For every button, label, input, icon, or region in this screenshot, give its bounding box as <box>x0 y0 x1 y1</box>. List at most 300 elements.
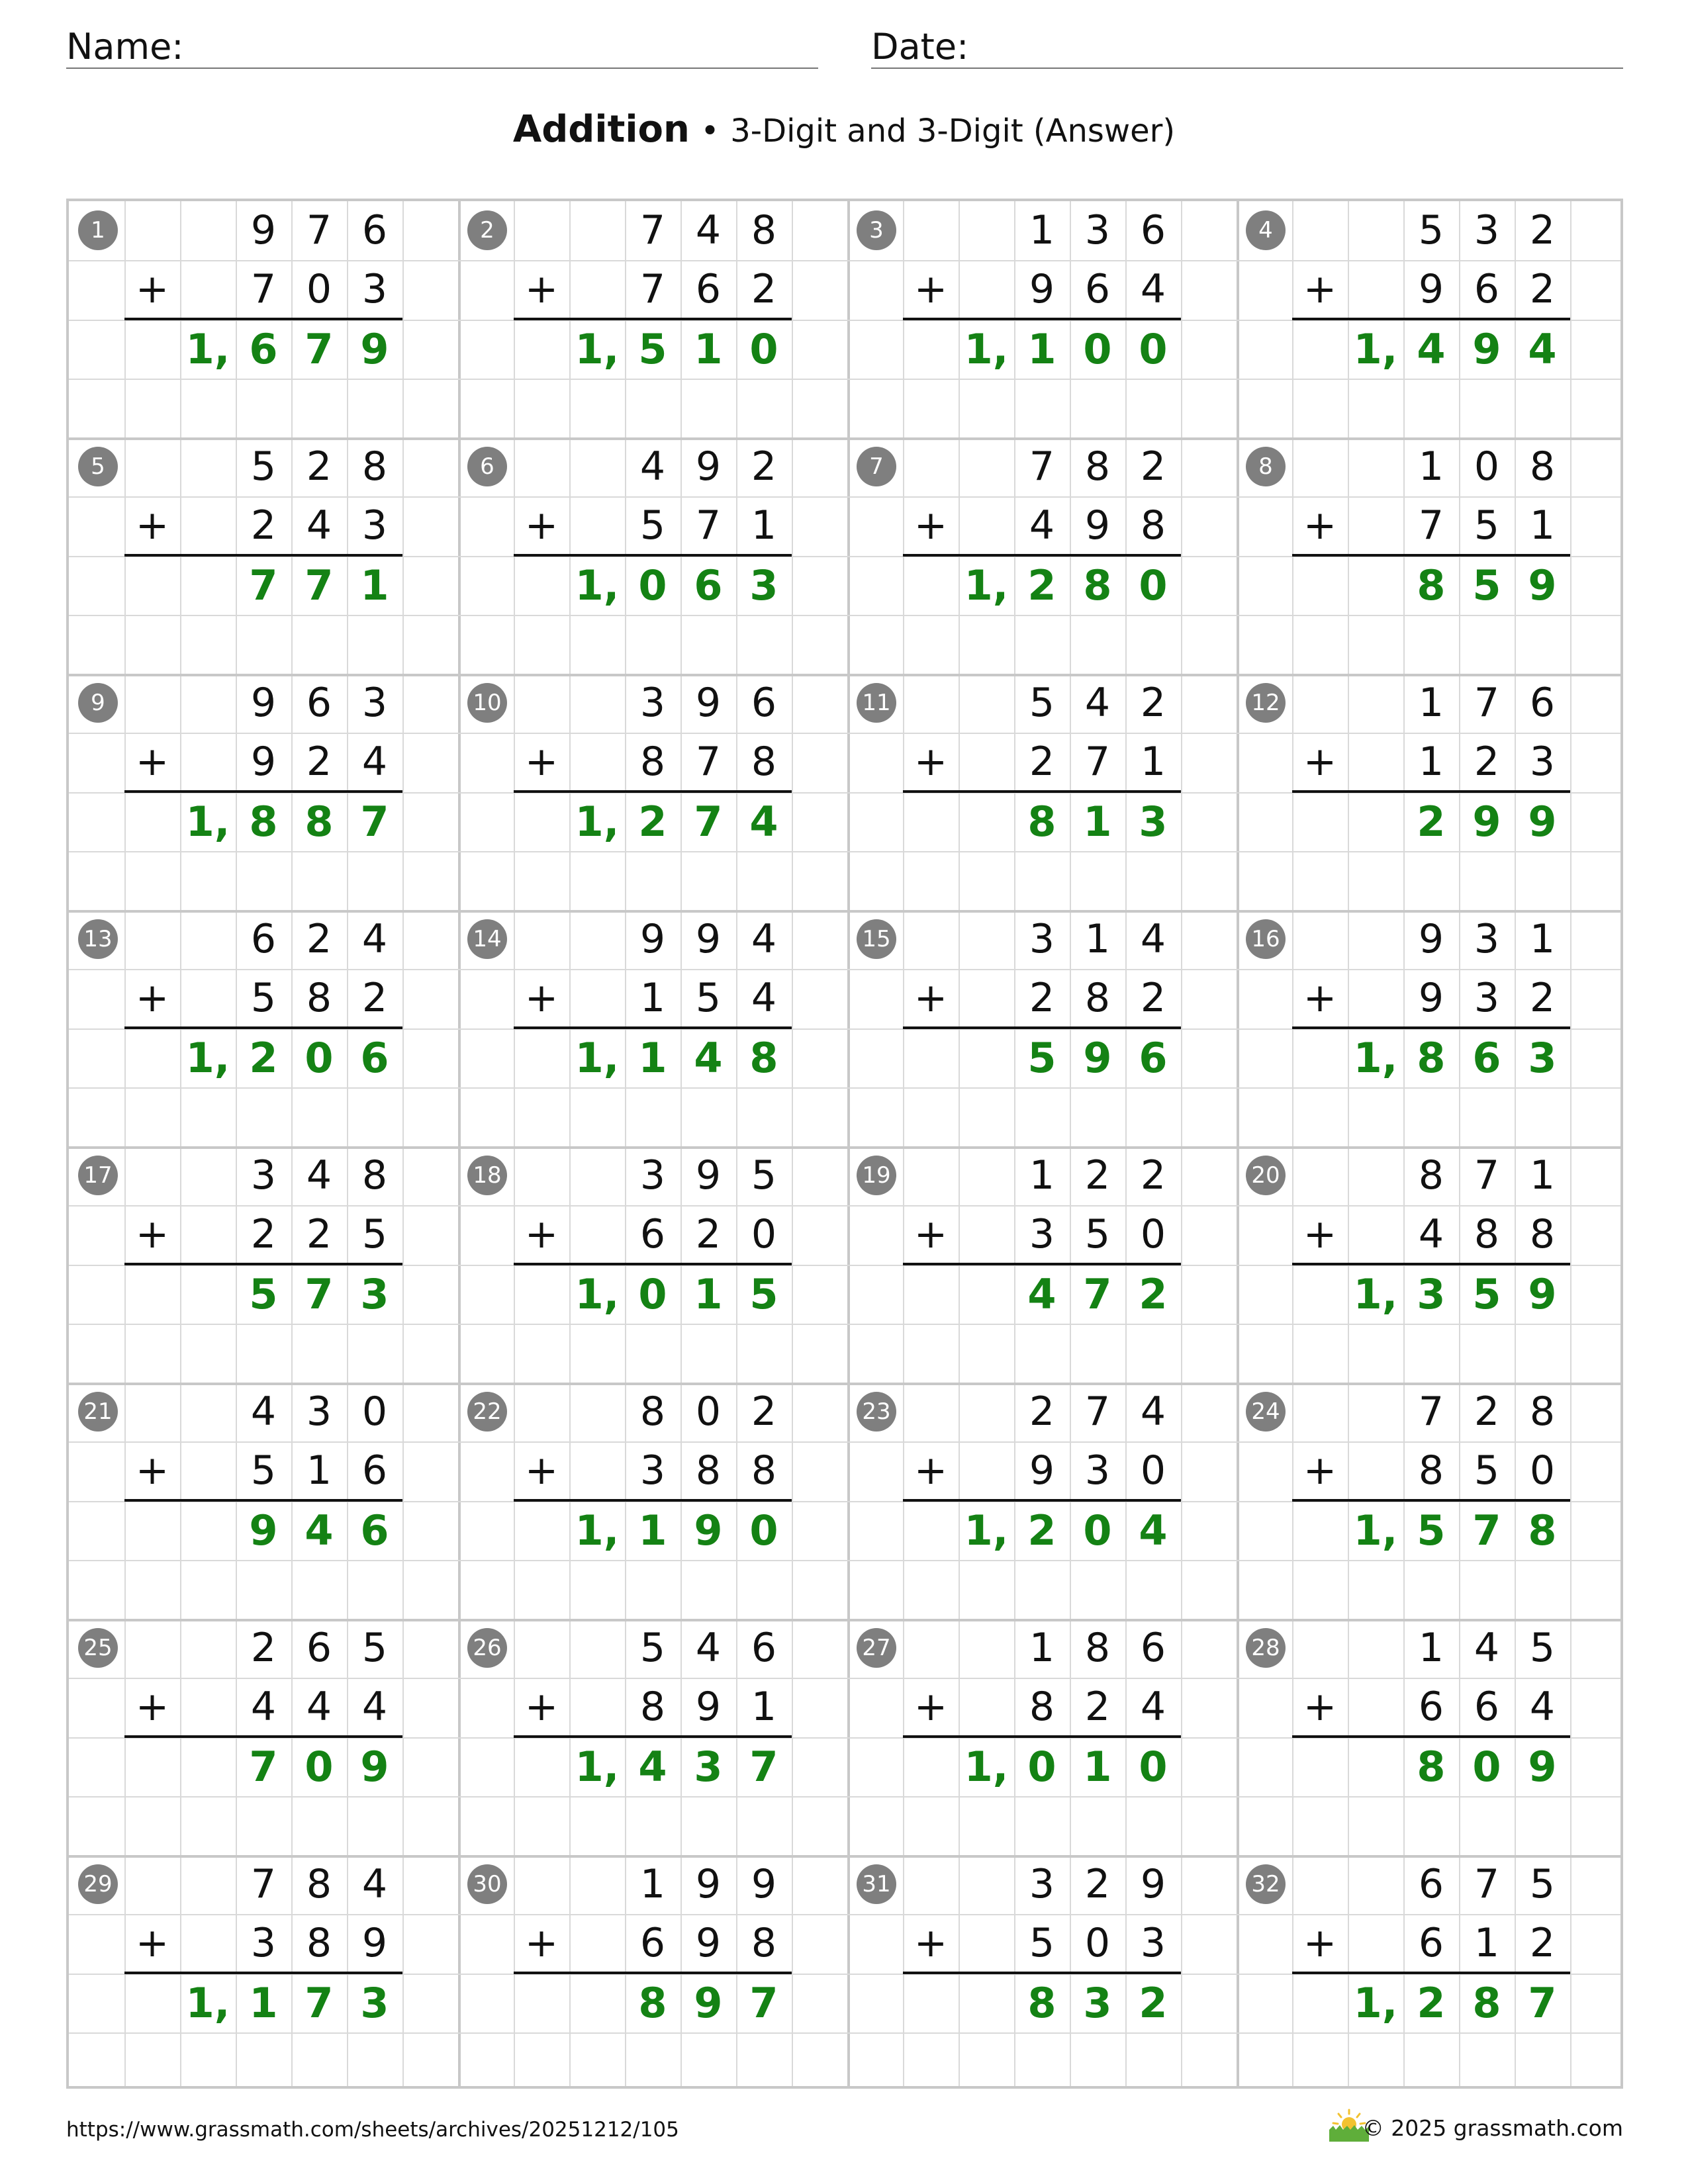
addend-top-digit: 6 <box>306 680 332 726</box>
footer-url[interactable]: https://www.grassmath.com/sheets/archives/20251212/105 <box>66 2118 679 2142</box>
addend-bottom-digit: 3 <box>361 502 388 549</box>
answer-digit: 0 <box>1027 1742 1056 1791</box>
addend-top-digit: 0 <box>361 1388 388 1435</box>
problem-number-badge: 4 <box>1246 210 1286 250</box>
addend-top-digit: 8 <box>639 1388 666 1435</box>
problem-6 <box>458 437 847 674</box>
problem-8 <box>1237 437 1626 674</box>
addend-bottom-digit: 2 <box>695 1211 722 1258</box>
addend-top-digit: 9 <box>751 1861 777 1907</box>
answer-digit: 0 <box>1083 324 1112 373</box>
addend-top-digit: 4 <box>306 1152 332 1199</box>
answer-digit: 9 <box>249 1506 278 1555</box>
addend-top-digit: 4 <box>1140 916 1166 962</box>
plus-sign: + <box>1303 1920 1337 1967</box>
addend-top-digit: 9 <box>695 1861 722 1907</box>
addend-top-digit: 6 <box>306 1625 332 1671</box>
addend-bottom-digit: 7 <box>1418 502 1444 549</box>
problem-number-badge: 25 <box>78 1628 118 1668</box>
addend-top-digit: 2 <box>1029 1388 1055 1435</box>
addend-top-digit: 6 <box>250 916 277 962</box>
addend-top-digit: 8 <box>1084 443 1111 490</box>
problem-14 <box>458 910 847 1146</box>
problem-number-badge: 5 <box>78 447 118 486</box>
addend-bottom-digit: 0 <box>1084 1920 1111 1967</box>
addend-top-digit: 2 <box>1140 1152 1166 1199</box>
addend-top-digit: 8 <box>1084 1625 1111 1671</box>
answer-digit: 2 <box>1417 797 1446 846</box>
problem-9 <box>69 674 458 910</box>
answer-digit: 1, <box>1353 324 1398 373</box>
answer-digit: 8 <box>1528 1506 1557 1555</box>
addend-top-digit: 2 <box>1529 207 1556 253</box>
answer-digit: 4 <box>638 1742 667 1791</box>
addend-bottom-digit: 0 <box>1529 1447 1556 1494</box>
problem-18 <box>458 1146 847 1383</box>
answer-digit: 2 <box>1027 561 1056 610</box>
addend-bottom-digit: 6 <box>1474 1684 1500 1731</box>
answer-digit: 6 <box>1139 1033 1168 1082</box>
addend-top-digit: 8 <box>361 1152 388 1199</box>
addend-top-digit: 2 <box>250 1625 277 1671</box>
addend-top-digit: 7 <box>1418 1388 1444 1435</box>
addend-bottom-digit: 2 <box>1029 975 1055 1022</box>
addend-top-digit: 5 <box>361 1625 388 1671</box>
problem-number-badge: 8 <box>1246 447 1286 486</box>
answer-digit: 4 <box>1139 1506 1168 1555</box>
addend-top-digit: 4 <box>639 443 666 490</box>
addend-bottom-digit: 2 <box>1084 1684 1111 1731</box>
addend-top-digit: 3 <box>250 1152 277 1199</box>
problem-number-badge: 31 <box>857 1864 896 1904</box>
addend-bottom-digit: 2 <box>361 975 388 1022</box>
addend-bottom-digit: 5 <box>250 1447 277 1494</box>
answer-digit: 7 <box>249 561 278 610</box>
addend-bottom-digit: 0 <box>1140 1447 1166 1494</box>
addend-bottom-digit: 8 <box>751 739 777 786</box>
addend-bottom-digit: 6 <box>1474 266 1500 313</box>
answer-digit: 5 <box>638 324 667 373</box>
addend-bottom-digit: 5 <box>695 975 722 1022</box>
addend-bottom-digit: 4 <box>1529 1684 1556 1731</box>
addend-top-digit: 7 <box>1474 1861 1500 1907</box>
addend-top-digit: 9 <box>250 680 277 726</box>
problem-13 <box>69 910 458 1146</box>
addend-bottom-digit: 4 <box>1140 1684 1166 1731</box>
answer-digit: 1 <box>638 1506 667 1555</box>
addend-top-digit: 6 <box>751 680 777 726</box>
answer-digit: 9 <box>694 1978 723 2027</box>
answer-digit: 0 <box>638 1269 667 1318</box>
problem-20 <box>1237 1146 1626 1383</box>
addend-top-digit: 0 <box>1474 443 1500 490</box>
addend-top-digit: 8 <box>361 443 388 490</box>
answer-digit: 6 <box>249 324 278 373</box>
plus-sign: + <box>914 1447 948 1494</box>
answer-digit: 7 <box>1528 1978 1557 2027</box>
answer-digit: 1, <box>964 1506 1009 1555</box>
title-bullet: • <box>700 113 720 150</box>
problem-number-badge: 15 <box>857 919 896 959</box>
addend-bottom-digit: 7 <box>695 502 722 549</box>
answer-digit: 1, <box>575 1033 620 1082</box>
answer-digit: 7 <box>1083 1269 1112 1318</box>
addend-top-digit: 1 <box>1418 443 1444 490</box>
addend-bottom-digit: 1 <box>751 1684 777 1731</box>
answer-digit: 9 <box>1083 1033 1112 1082</box>
answer-digit: 1, <box>964 324 1009 373</box>
addend-bottom-digit: 6 <box>1418 1684 1444 1731</box>
addend-bottom-digit: 2 <box>1529 1920 1556 1967</box>
addend-top-digit: 2 <box>306 916 332 962</box>
addend-top-digit: 4 <box>695 1625 722 1671</box>
answer-digit: 3 <box>749 561 778 610</box>
addend-bottom-digit: 1 <box>639 975 666 1022</box>
answer-digit: 1 <box>694 324 723 373</box>
addend-top-digit: 2 <box>1084 1861 1111 1907</box>
answer-digit: 1, <box>185 797 230 846</box>
addend-top-digit: 1 <box>1529 916 1556 962</box>
problem-15 <box>847 910 1237 1146</box>
answer-digit: 0 <box>1139 1742 1168 1791</box>
addend-top-digit: 4 <box>361 916 388 962</box>
addend-bottom-digit: 9 <box>361 1920 388 1967</box>
problem-number-badge: 10 <box>467 683 507 723</box>
addend-bottom-digit: 2 <box>1140 975 1166 1022</box>
addend-bottom-digit: 2 <box>1474 739 1500 786</box>
addend-bottom-digit: 7 <box>1084 739 1111 786</box>
addend-top-digit: 2 <box>1140 443 1166 490</box>
answer-digit: 4 <box>749 797 778 846</box>
date-line[interactable] <box>871 68 1623 69</box>
answer-digit: 1, <box>575 797 620 846</box>
answer-digit: 7 <box>305 1269 334 1318</box>
addend-bottom-digit: 3 <box>1474 975 1500 1022</box>
addend-bottom-digit: 6 <box>639 1920 666 1967</box>
addend-bottom-digit: 9 <box>1029 266 1055 313</box>
answer-digit: 0 <box>749 324 778 373</box>
answer-digit: 9 <box>1528 1269 1557 1318</box>
addend-bottom-digit: 7 <box>250 266 277 313</box>
addend-bottom-digit: 7 <box>639 266 666 313</box>
addend-bottom-digit: 9 <box>1084 502 1111 549</box>
answer-digit: 8 <box>1417 561 1446 610</box>
addend-bottom-digit: 8 <box>1418 1447 1444 1494</box>
addend-bottom-digit: 6 <box>1418 1920 1444 1967</box>
addend-top-digit: 1 <box>1418 680 1444 726</box>
addend-top-digit: 7 <box>639 207 666 253</box>
addend-top-digit: 8 <box>1529 443 1556 490</box>
addend-bottom-digit: 4 <box>306 1684 332 1731</box>
problem-3 <box>847 201 1237 437</box>
addend-top-digit: 7 <box>1029 443 1055 490</box>
plus-sign: + <box>1303 266 1337 313</box>
plus-sign: + <box>914 502 948 549</box>
problem-number-badge: 20 <box>1246 1156 1286 1195</box>
addend-top-digit: 0 <box>695 1388 722 1435</box>
problem-number-badge: 28 <box>1246 1628 1286 1668</box>
answer-digit: 9 <box>1528 561 1557 610</box>
addend-top-digit: 3 <box>1029 1861 1055 1907</box>
addend-top-digit: 4 <box>695 207 722 253</box>
answer-digit: 4 <box>1528 324 1557 373</box>
answer-digit: 1 <box>1083 1742 1112 1791</box>
addend-top-digit: 9 <box>695 916 722 962</box>
addend-bottom-digit: 4 <box>361 1684 388 1731</box>
addend-top-digit: 2 <box>306 443 332 490</box>
answer-digit: 1, <box>1353 1033 1398 1082</box>
plus-sign: + <box>135 1211 169 1258</box>
answer-digit: 8 <box>1027 797 1056 846</box>
plus-sign: + <box>135 502 169 549</box>
addend-top-digit: 3 <box>1084 207 1111 253</box>
problem-22 <box>458 1383 847 1619</box>
plus-sign: + <box>1303 1211 1337 1258</box>
answer-digit: 1, <box>1353 1506 1398 1555</box>
answer-digit: 1 <box>249 1978 278 2027</box>
problem-27 <box>847 1619 1237 1855</box>
answer-digit: 9 <box>694 1506 723 1555</box>
answer-digit: 0 <box>305 1033 334 1082</box>
answer-digit: 1 <box>1083 797 1112 846</box>
answer-digit: 1, <box>1353 1978 1398 2027</box>
answer-digit: 8 <box>1417 1033 1446 1082</box>
addend-top-digit: 1 <box>1029 1152 1055 1199</box>
addend-top-digit: 4 <box>1084 680 1111 726</box>
plus-sign: + <box>914 1684 948 1731</box>
addend-bottom-digit: 3 <box>1084 1447 1111 1494</box>
problem-number-badge: 12 <box>1246 683 1286 723</box>
date-label: Date: <box>871 26 969 68</box>
answer-digit: 1, <box>575 324 620 373</box>
addend-bottom-digit: 9 <box>1418 975 1444 1022</box>
addend-top-digit: 1 <box>1418 1625 1444 1671</box>
addend-top-digit: 1 <box>639 1861 666 1907</box>
plus-sign: + <box>135 975 169 1022</box>
answer-digit: 0 <box>749 1506 778 1555</box>
addend-bottom-digit: 4 <box>306 502 332 549</box>
answer-digit: 7 <box>749 1978 778 2027</box>
addend-bottom-digit: 5 <box>250 975 277 1022</box>
addend-bottom-digit: 8 <box>1474 1211 1500 1258</box>
plus-sign: + <box>914 266 948 313</box>
problem-23 <box>847 1383 1237 1619</box>
addend-bottom-digit: 4 <box>250 1684 277 1731</box>
answer-digit: 1, <box>964 561 1009 610</box>
answer-digit: 2 <box>638 797 667 846</box>
addend-bottom-digit: 4 <box>1029 502 1055 549</box>
answer-digit: 8 <box>1083 561 1112 610</box>
answer-digit: 8 <box>749 1033 778 1082</box>
plus-sign: + <box>524 1920 559 1967</box>
plus-sign: + <box>524 1684 559 1731</box>
addend-bottom-digit: 1 <box>751 502 777 549</box>
answer-digit: 7 <box>305 1978 334 2027</box>
addend-top-digit: 3 <box>306 1388 332 1435</box>
addend-bottom-digit: 8 <box>751 1920 777 1967</box>
addend-bottom-digit: 0 <box>1140 1211 1166 1258</box>
addend-top-digit: 2 <box>1140 680 1166 726</box>
answer-digit: 2 <box>249 1033 278 1082</box>
problem-11 <box>847 674 1237 910</box>
answer-digit: 3 <box>360 1978 389 2027</box>
answer-digit: 4 <box>1417 324 1446 373</box>
answer-digit: 8 <box>1027 1978 1056 2027</box>
answer-digit: 2 <box>1139 1978 1168 2027</box>
addend-bottom-digit: 3 <box>1529 739 1556 786</box>
addend-top-digit: 3 <box>639 680 666 726</box>
problem-30 <box>458 1855 847 2091</box>
answer-digit: 1, <box>575 561 620 610</box>
answer-digit: 7 <box>305 324 334 373</box>
addend-top-digit: 2 <box>751 443 777 490</box>
answer-digit: 7 <box>249 1742 278 1791</box>
worksheet-title <box>0 106 1688 155</box>
plus-sign: + <box>914 739 948 786</box>
addend-top-digit: 5 <box>1529 1861 1556 1907</box>
answer-digit: 6 <box>1472 1033 1501 1082</box>
problem-number-badge: 7 <box>857 447 896 486</box>
addend-top-digit: 1 <box>1529 1152 1556 1199</box>
addend-bottom-digit: 2 <box>751 266 777 313</box>
answer-digit: 1 <box>694 1269 723 1318</box>
answer-digit: 1, <box>185 1033 230 1082</box>
addend-bottom-digit: 8 <box>1140 502 1166 549</box>
problem-7 <box>847 437 1237 674</box>
answer-digit: 7 <box>305 561 334 610</box>
addend-bottom-digit: 3 <box>1029 1211 1055 1258</box>
addend-bottom-digit: 8 <box>639 1684 666 1731</box>
addend-top-digit: 9 <box>250 207 277 253</box>
answer-digit: 5 <box>749 1269 778 1318</box>
addend-top-digit: 4 <box>250 1388 277 1435</box>
problem-10 <box>458 674 847 910</box>
answer-digit: 1, <box>185 324 230 373</box>
addend-bottom-digit: 8 <box>751 1447 777 1494</box>
answer-digit: 1, <box>185 1978 230 2027</box>
plus-sign: + <box>524 739 559 786</box>
answer-digit: 8 <box>249 797 278 846</box>
problem-number-badge: 13 <box>78 919 118 959</box>
addend-bottom-digit: 6 <box>639 1211 666 1258</box>
addend-bottom-digit: 8 <box>306 975 332 1022</box>
addend-bottom-digit: 9 <box>1418 266 1444 313</box>
addend-bottom-digit: 2 <box>250 1211 277 1258</box>
addend-bottom-digit: 2 <box>306 1211 332 1258</box>
plus-sign: + <box>1303 1684 1337 1731</box>
answer-digit: 8 <box>1472 1978 1501 2027</box>
addend-bottom-digit: 5 <box>361 1211 388 1258</box>
problem-2 <box>458 201 847 437</box>
addend-top-digit: 3 <box>1029 916 1055 962</box>
addend-bottom-digit: 1 <box>1418 739 1444 786</box>
addend-bottom-digit: 4 <box>751 975 777 1022</box>
addend-top-digit: 4 <box>1474 1625 1500 1671</box>
addend-top-digit: 4 <box>361 1861 388 1907</box>
addend-top-digit: 8 <box>1418 1152 1444 1199</box>
problem-number-badge: 3 <box>857 210 896 250</box>
problem-number-badge: 27 <box>857 1628 896 1668</box>
answer-digit: 2 <box>1417 1978 1446 2027</box>
answer-digit: 9 <box>360 1742 389 1791</box>
addend-top-digit: 6 <box>1140 1625 1166 1671</box>
addend-bottom-digit: 8 <box>306 1920 332 1967</box>
problem-number-badge: 2 <box>467 210 507 250</box>
problem-number-badge: 19 <box>857 1156 896 1195</box>
answer-digit: 3 <box>694 1742 723 1791</box>
answer-digit: 3 <box>1139 797 1168 846</box>
problem-number-badge: 18 <box>467 1156 507 1195</box>
addend-top-digit: 3 <box>1474 207 1500 253</box>
problem-26 <box>458 1619 847 1855</box>
addend-top-digit: 7 <box>1084 1388 1111 1435</box>
addend-top-digit: 3 <box>639 1152 666 1199</box>
answer-digit: 8 <box>1417 1742 1446 1791</box>
problem-number-badge: 9 <box>78 683 118 723</box>
addend-top-digit: 5 <box>1418 207 1444 253</box>
problem-12 <box>1237 674 1626 910</box>
name-label: Name: <box>66 26 184 68</box>
problem-number-badge: 26 <box>467 1628 507 1668</box>
addend-top-digit: 9 <box>695 443 722 490</box>
addend-bottom-digit: 9 <box>695 1920 722 1967</box>
answer-digit: 1, <box>575 1742 620 1791</box>
answer-digit: 0 <box>1139 561 1168 610</box>
plus-sign: + <box>1303 502 1337 549</box>
plus-sign: + <box>135 1684 169 1731</box>
addend-bottom-digit: 4 <box>361 739 388 786</box>
answer-digit: 5 <box>1027 1033 1056 1082</box>
problem-31 <box>847 1855 1237 2091</box>
answer-digit: 7 <box>1472 1506 1501 1555</box>
problem-number-badge: 14 <box>467 919 507 959</box>
addend-bottom-digit: 0 <box>306 266 332 313</box>
addend-top-digit: 6 <box>1529 680 1556 726</box>
answer-digit: 1, <box>575 1269 620 1318</box>
answer-digit: 4 <box>1027 1269 1056 1318</box>
plus-sign: + <box>135 739 169 786</box>
addend-bottom-digit: 0 <box>751 1211 777 1258</box>
title-main: Addition <box>512 108 690 151</box>
answer-digit: 7 <box>749 1742 778 1791</box>
plus-sign: + <box>524 975 559 1022</box>
name-line[interactable] <box>66 68 818 69</box>
addend-top-digit: 7 <box>1474 680 1500 726</box>
addend-top-digit: 3 <box>361 680 388 726</box>
plus-sign: + <box>914 1211 948 1258</box>
answer-digit: 9 <box>360 324 389 373</box>
addend-top-digit: 6 <box>1418 1861 1444 1907</box>
plus-sign: + <box>1303 1447 1337 1494</box>
addend-top-digit: 7 <box>250 1861 277 1907</box>
problem-5 <box>69 437 458 674</box>
addend-bottom-digit: 3 <box>250 1920 277 1967</box>
footer-copyright: © 2025 grassmath.com <box>1362 2115 1623 2141</box>
title-subtitle: 3-Digit and 3-Digit (Answer) <box>730 113 1176 150</box>
addend-top-digit: 7 <box>1474 1152 1500 1199</box>
addend-bottom-digit: 2 <box>250 502 277 549</box>
problem-number-badge: 32 <box>1246 1864 1286 1904</box>
addend-bottom-digit: 1 <box>1529 502 1556 549</box>
answer-digit: 3 <box>1417 1269 1446 1318</box>
addend-top-digit: 6 <box>361 207 388 253</box>
addend-top-digit: 6 <box>1140 207 1166 253</box>
plus-sign: + <box>135 266 169 313</box>
addend-top-digit: 8 <box>306 1861 332 1907</box>
plus-sign: + <box>914 1920 948 1967</box>
addend-bottom-digit: 4 <box>1140 266 1166 313</box>
answer-digit: 8 <box>638 1978 667 2027</box>
